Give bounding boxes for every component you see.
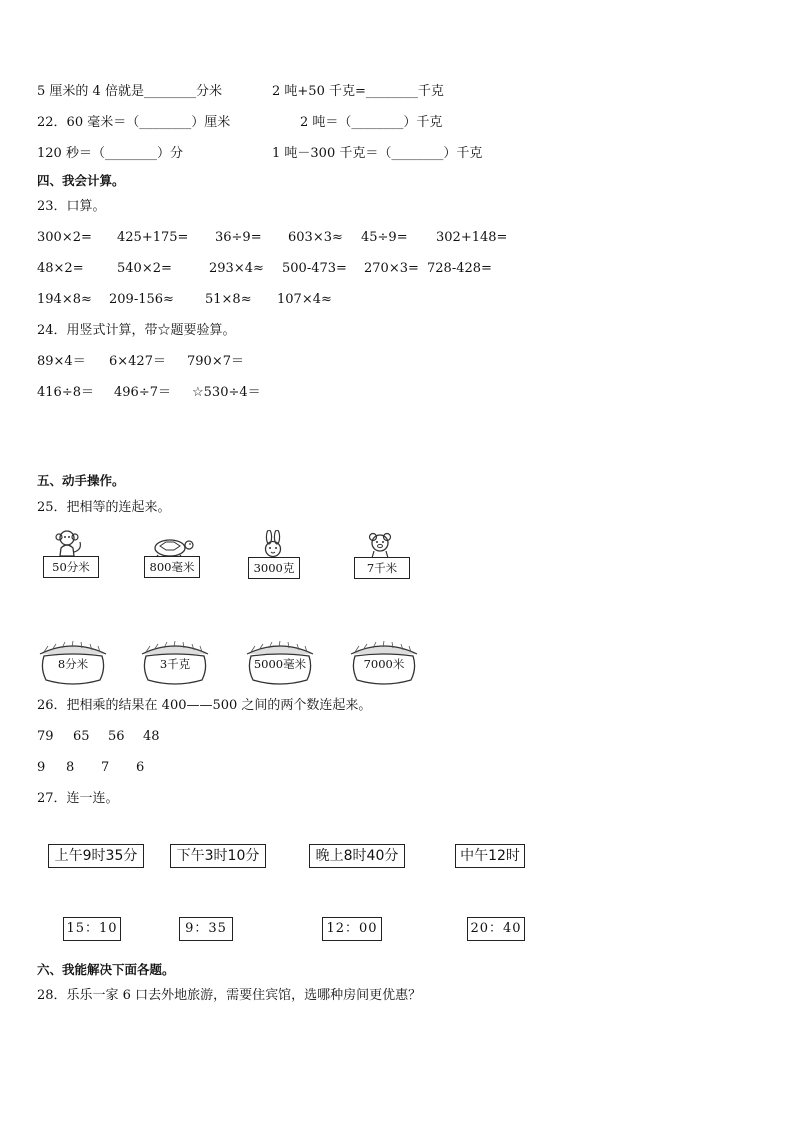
time-digital-box[interactable]: 20：40 [467, 917, 525, 941]
question-23-title: 23．口算。 [37, 199, 106, 214]
question-25-title: 25．把相等的连起来。 [37, 500, 171, 515]
animal-card-label[interactable]: 7千米 [354, 557, 410, 579]
time-digital-box[interactable]: 15：10 [63, 917, 121, 941]
number-item[interactable]: 56 [108, 729, 125, 744]
oral-calc-item: 45÷9= [361, 230, 408, 245]
vertical-calc-item: ☆530÷4＝ [192, 385, 261, 400]
pot-card[interactable] [140, 640, 210, 686]
oral-calc-item: 500-473= [282, 261, 347, 276]
number-item[interactable]: 9 [37, 760, 46, 775]
bear-icon [366, 530, 394, 558]
pot-label: 7000米 [363, 657, 405, 671]
section-4-heading: 四、我会计算。 [37, 173, 125, 188]
number-item[interactable]: 48 [143, 729, 160, 744]
pot-card[interactable] [38, 640, 108, 686]
oral-calc-item: 425+175= [117, 230, 189, 245]
question-22-part-3: 120 秒＝（________）分 [37, 146, 183, 161]
oral-calc-item: 293×4≈ [209, 261, 264, 276]
oral-calc-item: 48×2= [37, 261, 84, 276]
time-word-box[interactable]: 上午9时35分 [48, 844, 144, 868]
unit-conversion-2: 2 吨+50 千克=________千克 [272, 84, 444, 99]
oral-calc-item: 540×2= [117, 261, 172, 276]
section-5-heading: 五、动手操作。 [37, 473, 125, 488]
unit-conversion-1: 5 厘米的 4 倍就是________分米 [37, 84, 222, 99]
pot-label: 5000毫米 [253, 657, 307, 671]
oral-calc-item: 302+148= [436, 230, 508, 245]
pot-card[interactable] [244, 640, 316, 686]
number-item[interactable]: 7 [101, 760, 110, 775]
oral-calc-item: 209-156≈ [109, 292, 174, 307]
time-digital-box[interactable]: 9：35 [179, 917, 233, 941]
oral-calc-item: 728-428= [427, 261, 492, 276]
pot-label: 3千克 [159, 657, 191, 671]
oral-calc-item: 300×2= [37, 230, 92, 245]
animal-card-label[interactable]: 50分米 [43, 556, 99, 578]
vertical-calc-item: 89×4＝ [37, 354, 86, 369]
rabbit-icon [260, 530, 286, 558]
oral-calc-item: 603×3≈ [288, 230, 343, 245]
question-28-title: 28．乐乐一家 6 口去外地旅游，需要住宾馆，选哪种房间更优惠？ [37, 988, 422, 1003]
question-22-part-2: 2 吨＝（________）千克 [300, 115, 443, 130]
vertical-calc-item: 416÷8＝ [37, 385, 94, 400]
oral-calc-item: 107×4≈ [277, 292, 332, 307]
question-26-title: 26．把相乘的结果在 400——500 之间的两个数连起来。 [37, 698, 372, 713]
animal-card-label[interactable]: 800毫米 [144, 556, 200, 578]
time-word-box[interactable]: 下午3时10分 [170, 844, 266, 868]
time-word-box[interactable]: 中午12时 [455, 844, 525, 868]
oral-calc-item: 36÷9= [215, 230, 262, 245]
vertical-calc-item: 496÷7＝ [114, 385, 171, 400]
animal-card-label[interactable]: 3000克 [248, 557, 300, 579]
question-22-part-4: 1 吨－300 千克＝（________）千克 [272, 146, 483, 161]
question-27-title: 27．连一连。 [37, 791, 119, 806]
turtle-icon [148, 534, 196, 558]
section-6-heading: 六、我能解决下面各题。 [37, 962, 175, 977]
vertical-calc-item: 6×427＝ [109, 354, 166, 369]
oral-calc-item: 194×8≈ [37, 292, 92, 307]
number-item[interactable]: 79 [37, 729, 54, 744]
vertical-calc-item: 790×7＝ [187, 354, 244, 369]
pot-card[interactable] [348, 640, 420, 686]
number-item[interactable]: 65 [73, 729, 90, 744]
pot-label: 8分米 [57, 657, 89, 671]
number-item[interactable]: 8 [66, 760, 75, 775]
oral-calc-item: 51×8≈ [205, 292, 252, 307]
question-24-title: 24．用竖式计算，带☆题要验算。 [37, 323, 236, 338]
number-item[interactable]: 6 [136, 760, 145, 775]
time-word-box[interactable]: 晚上8时40分 [309, 844, 405, 868]
oral-calc-item: 270×3= [364, 261, 419, 276]
time-digital-box[interactable]: 12：00 [322, 917, 382, 941]
monkey-icon [50, 528, 84, 558]
question-22-part-1: 22．60 毫米＝（________）厘米 [37, 115, 231, 130]
